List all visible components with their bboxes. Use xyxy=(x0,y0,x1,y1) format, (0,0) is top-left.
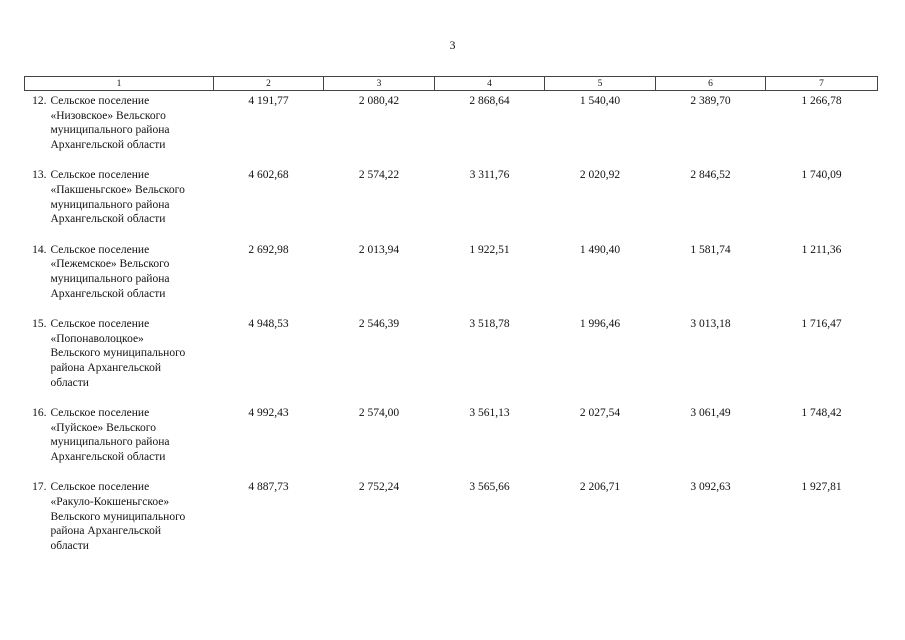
value-cell: 1 716,47 xyxy=(801,318,842,331)
column-header-1: 1 xyxy=(25,77,214,91)
value-cell: 3 311,76 xyxy=(469,169,510,182)
value-cell: 1 540,40 xyxy=(579,95,621,107)
header-row xyxy=(25,77,878,91)
value-cell: 3 518,78 xyxy=(469,318,510,331)
settlement-name: Сельское поселение «Ракуло-Кокшеньгское» Вельского муниципального района Архангельской области xyxy=(50,481,186,552)
value-cell: 1 996,46 xyxy=(579,318,621,331)
value-cell: 2 752,24 xyxy=(358,481,400,494)
value-cell: 2 080,42 xyxy=(358,95,400,107)
column-header-4: 4 xyxy=(435,77,545,91)
value-cell: 3 092,63 xyxy=(690,481,731,494)
data-table xyxy=(24,76,878,566)
column-header-3: 3 xyxy=(324,77,435,91)
value-cell: 2 546,39 xyxy=(358,318,400,331)
settlement-name-cell xyxy=(25,314,214,403)
value-cell: 3 561,13 xyxy=(469,407,510,420)
value-cell: 2 020,92 xyxy=(579,169,621,182)
value-cell: 1 927,81 xyxy=(801,481,842,494)
settlement-name-cell xyxy=(25,403,214,477)
value-cell: 2 574,00 xyxy=(358,407,400,420)
row-index: 13. xyxy=(32,169,47,182)
table-header xyxy=(25,77,878,91)
row-index: 17. xyxy=(32,481,47,494)
value-cell: 2 868,64 xyxy=(469,95,510,107)
value-cell: 1 266,78 xyxy=(801,95,842,107)
settlement-name: Сельское поселение «Пуйское» Вельского муниципального района Архангельской области xyxy=(50,407,170,463)
settlement-name: Сельское поселение «Пежемское» Вельского муниципального района Архангельской области xyxy=(50,243,170,300)
row-index: 15. xyxy=(32,318,47,331)
value-cell: 1 748,42 xyxy=(801,407,842,420)
settlement-name-cell xyxy=(25,477,214,566)
table-row xyxy=(25,240,878,314)
value-cell: 4 992,43 xyxy=(248,407,289,420)
settlement-name: Сельское поселение «Низовское» Вельского муниципального района Архангельской области xyxy=(50,95,170,151)
column-header-5: 5 xyxy=(545,77,656,91)
value-cell: 1 922,51 xyxy=(469,243,510,256)
table-row xyxy=(25,477,878,566)
settlement-name-cell xyxy=(25,165,214,239)
table-body xyxy=(25,91,878,567)
row-index: 12. xyxy=(32,95,47,107)
value-cell: 3 013,18 xyxy=(690,318,731,331)
row-index: 16. xyxy=(32,407,47,420)
settlement-name: Сельское поселение «Попонаволоцкое» Вельского муниципального района Архангельской области xyxy=(50,318,186,389)
value-cell: 4 191,77 xyxy=(248,95,289,107)
value-cell: 2 206,71 xyxy=(579,481,621,494)
column-header-6: 6 xyxy=(656,77,766,91)
value-cell: 2 692,98 xyxy=(248,243,289,256)
value-cell: 1 581,74 xyxy=(690,243,731,256)
table-row xyxy=(25,403,878,477)
value-cell: 1 211,36 xyxy=(801,243,842,256)
settlement-name-cell xyxy=(25,91,214,166)
table-row xyxy=(25,91,878,166)
column-header-2: 2 xyxy=(214,77,324,91)
value-cell: 3 565,66 xyxy=(469,481,510,494)
page-number: 3 xyxy=(449,38,456,52)
value-cell: 3 061,49 xyxy=(690,407,731,420)
row-index: 14. xyxy=(32,243,47,256)
value-cell: 4 887,73 xyxy=(248,481,289,494)
column-header-7: 7 xyxy=(766,77,878,91)
table-row xyxy=(25,165,878,239)
value-cell: 2 846,52 xyxy=(690,169,731,182)
value-cell: 2 013,94 xyxy=(358,243,400,256)
settlement-name-cell xyxy=(25,240,214,314)
settlement-name: Сельское поселение «Пакшеньгское» Вельского муниципального района Архангельской области xyxy=(50,169,185,226)
value-cell: 2 574,22 xyxy=(358,169,400,182)
value-cell: 2 027,54 xyxy=(579,407,621,420)
value-cell: 4 948,53 xyxy=(248,318,289,331)
value-cell: 1 740,09 xyxy=(801,169,842,182)
value-cell: 2 389,70 xyxy=(690,95,731,107)
value-cell: 1 490,40 xyxy=(579,243,621,256)
value-cell: 4 602,68 xyxy=(248,169,289,182)
table-row xyxy=(25,314,878,403)
